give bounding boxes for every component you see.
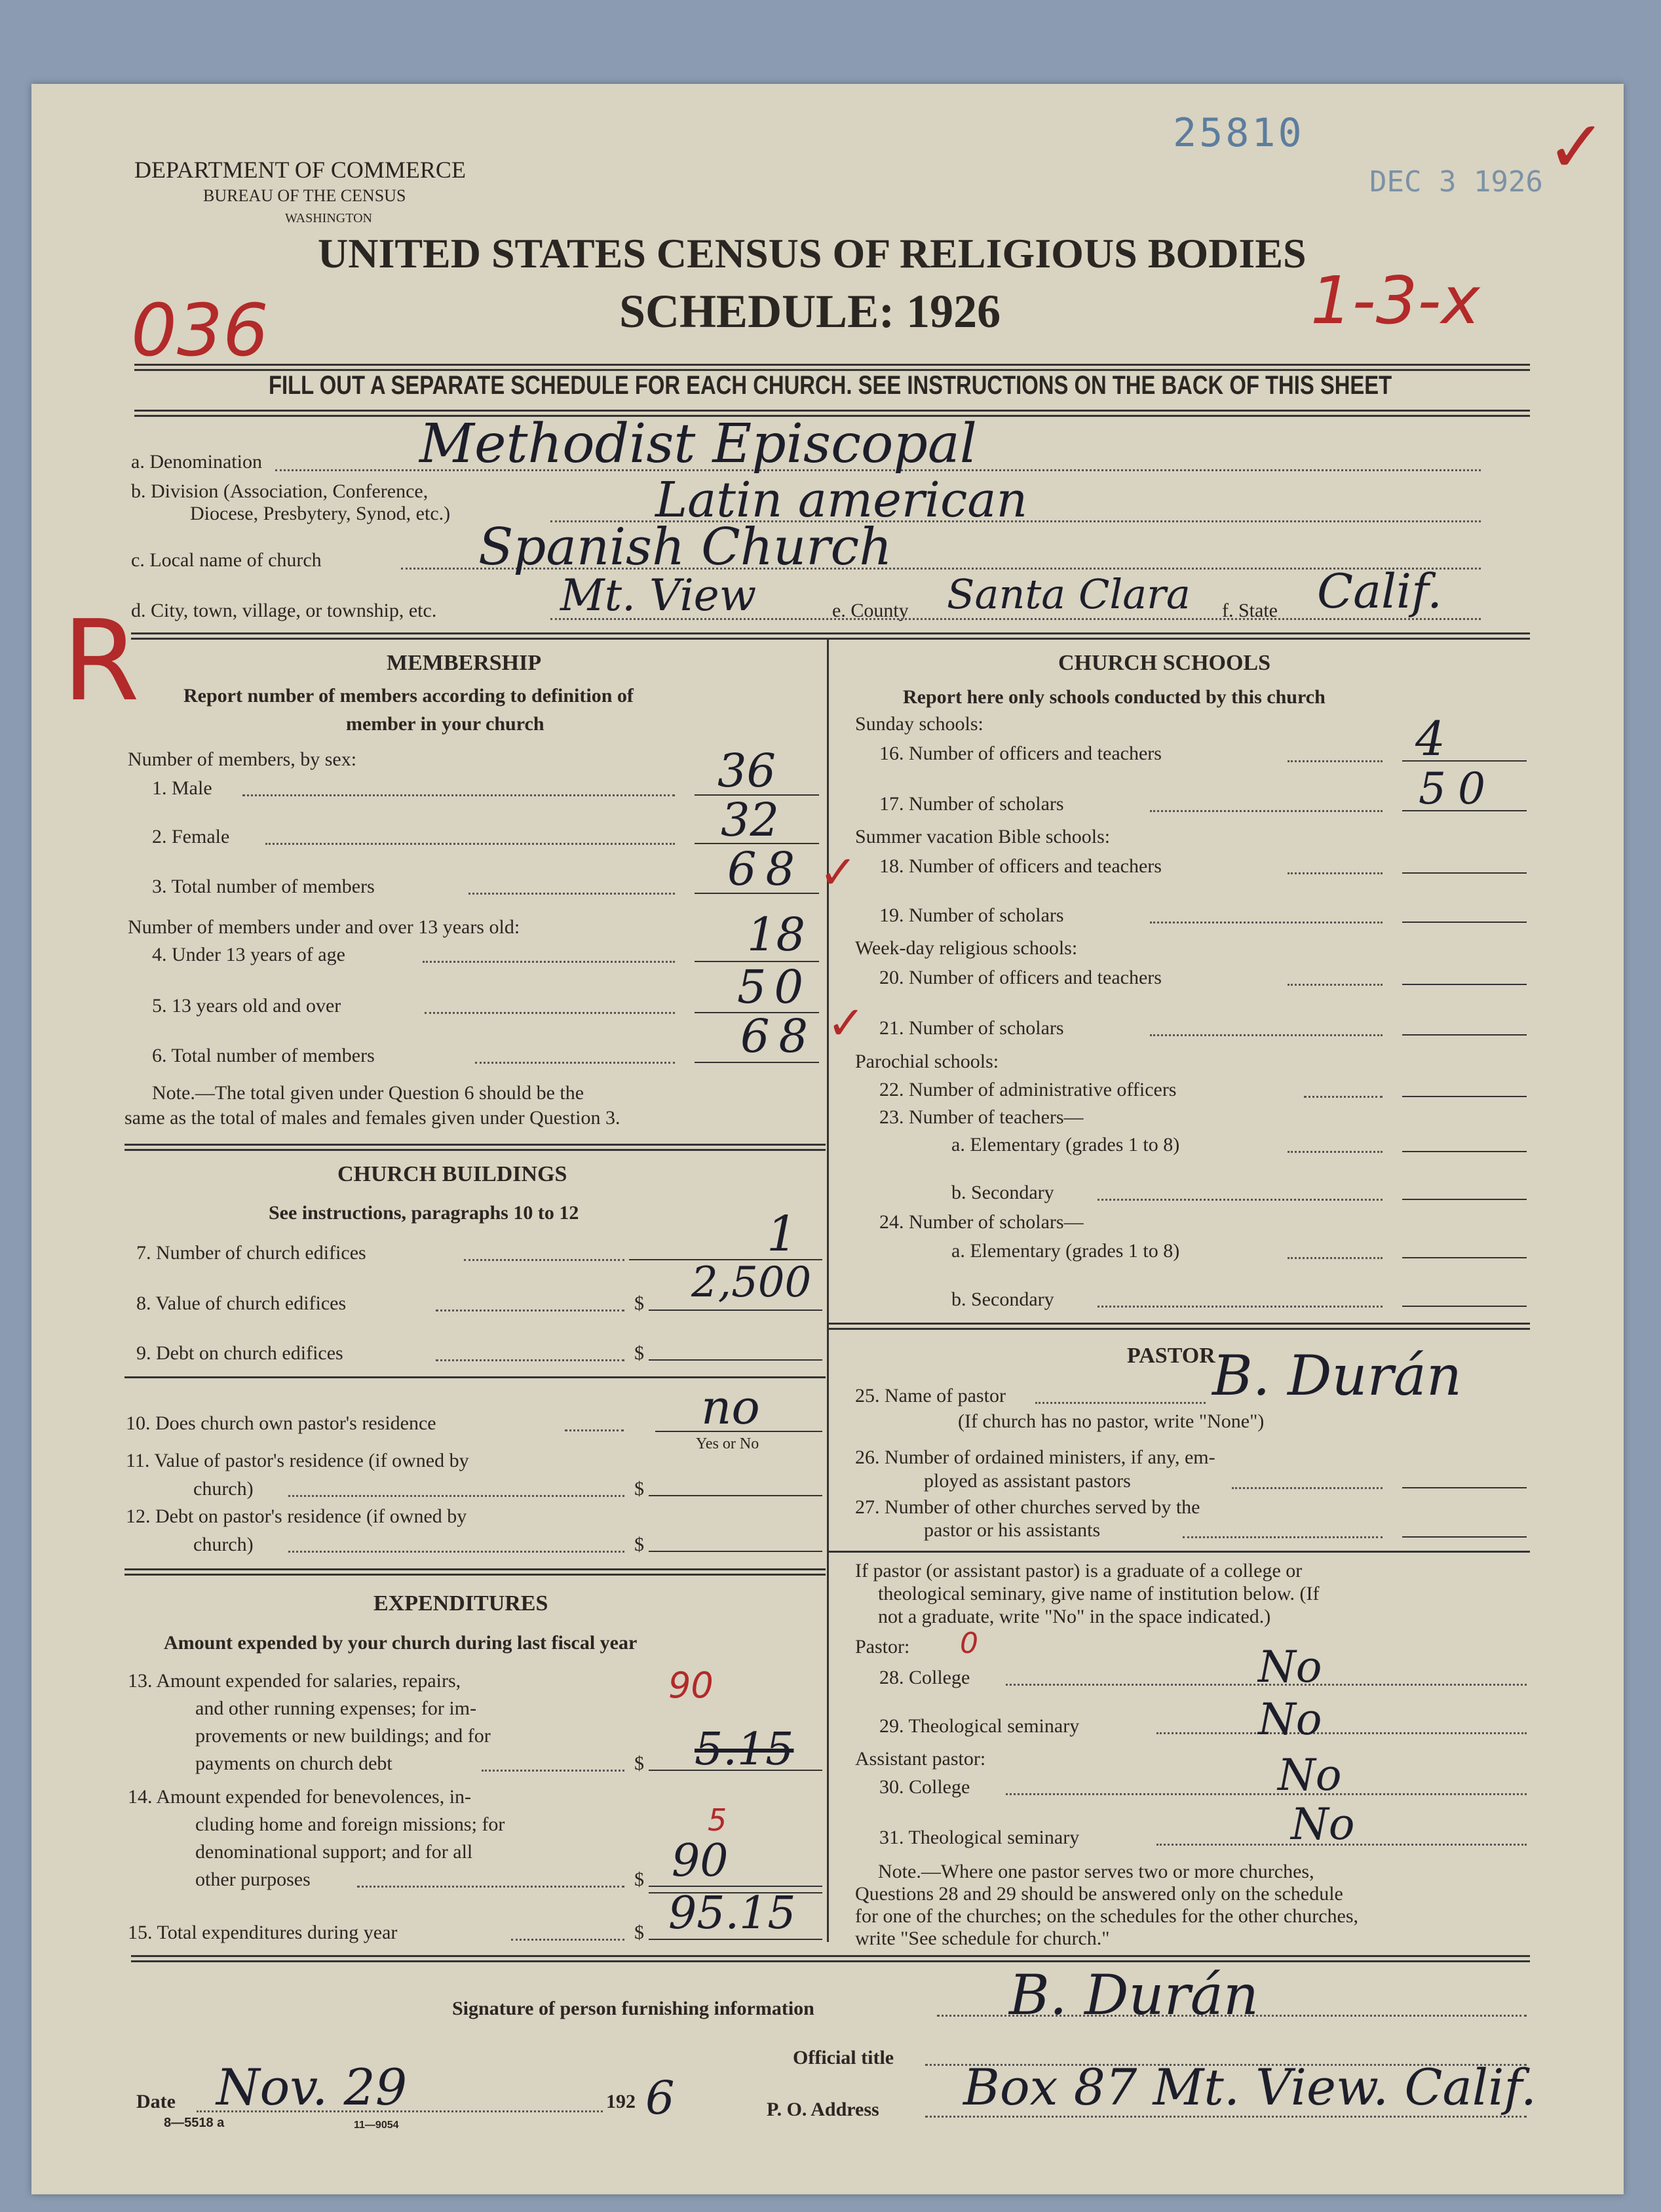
q14-label: 14. Amount expended for benevolences, in- — [128, 1786, 472, 1808]
q14-label-2: cluding home and foreign missions; for — [195, 1814, 505, 1835]
state-value[interactable]: Calif. — [1317, 564, 1443, 619]
schools-subheading: Report here only schools conducted by this church — [903, 686, 1326, 708]
pastor-name-value[interactable]: B. Durán — [1212, 1344, 1462, 1408]
pastor-red-mark: 0 — [960, 1627, 978, 1660]
q19-label: 19. Number of scholars — [879, 904, 1064, 926]
q20-label: 20. Number of officers and teachers — [879, 967, 1162, 988]
q27-label-2: pastor or his assistants — [924, 1519, 1101, 1541]
po-address-label: P. O. Address — [767, 2099, 879, 2120]
q8-label: 8. Value of church edifices — [136, 1292, 347, 1314]
q5-value[interactable]: 50 — [737, 960, 812, 1014]
q11-label-2: church) — [193, 1478, 254, 1500]
q23b-label: b. Secondary — [951, 1182, 1054, 1203]
q4-value[interactable]: 18 — [747, 908, 806, 961]
q9-dollar: $ — [634, 1342, 644, 1364]
instruction-line: FILL OUT A SEPARATE SCHEDULE FOR EACH CHURCH. SEE INSTRUCTIONS ON THE BACK OF THIS SHEET — [269, 371, 1392, 400]
q8-value[interactable]: 2,500 — [691, 1258, 812, 1307]
q28-label: 28. College — [879, 1667, 970, 1688]
q7-value[interactable]: 1 — [767, 1206, 798, 1262]
q15-label: 15. Total expenditures during year — [128, 1922, 398, 1943]
q17-label: 17. Number of scholars — [879, 793, 1064, 815]
q3-check: ✓ — [819, 845, 858, 899]
q15-dollar: $ — [634, 1922, 644, 1943]
q26-label: 26. Number of ordained ministers, if any, em- — [855, 1446, 1215, 1468]
q24-label: 24. Number of scholars— — [879, 1211, 1084, 1233]
county-value[interactable]: Santa Clara — [947, 570, 1191, 618]
q3-label: 3. Total number of members — [152, 876, 375, 897]
red-mark-1-3-x: 1-3-x — [1310, 262, 1480, 339]
parochial-schools-label: Parochial schools: — [855, 1051, 999, 1072]
q13-dollar: $ — [634, 1753, 644, 1774]
membership-heading: MEMBERSHIP — [387, 651, 542, 675]
pastor-note-4: write "See schedule for church." — [855, 1928, 1110, 1949]
division-label: b. Division (Association, Conference, — [131, 480, 429, 502]
bureau-heading: BUREAU OF THE CENSUS — [203, 186, 406, 205]
form-title: UNITED STATES CENSUS OF RELIGIOUS BODIES — [318, 230, 1307, 277]
q18-label: 18. Number of officers and teachers — [879, 855, 1162, 877]
q10-label: 10. Does church own pastor's residence — [126, 1412, 436, 1434]
year-value[interactable]: 6 — [645, 2071, 675, 2125]
q15-value[interactable]: 95.15 — [668, 1888, 796, 1939]
date-received-stamp: DEC 3 1926 — [1369, 165, 1543, 199]
sunday-schools-label: Sunday schools: — [855, 713, 983, 735]
red-code-036: 036 — [131, 288, 269, 372]
q28-value[interactable]: No — [1258, 1642, 1322, 1692]
q17-value[interactable]: 50 — [1419, 764, 1497, 814]
department-heading: DEPARTMENT OF COMMERCE — [134, 157, 466, 183]
members-by-age-label: Number of members under and over 13 years old: — [128, 916, 520, 938]
form-subtitle: SCHEDULE: 1926 — [619, 285, 1001, 338]
q30-value[interactable]: No — [1278, 1750, 1342, 1800]
q25-label: 25. Name of pastor — [855, 1385, 1006, 1407]
q6-value[interactable]: 68 — [740, 1009, 818, 1063]
q11-dollar: $ — [634, 1478, 644, 1500]
local-name-value[interactable]: Spanish Church — [478, 518, 892, 577]
membership-note-2: same as the total of males and females given under Question 3. — [124, 1107, 620, 1129]
q13-value[interactable]: 5.15 — [695, 1724, 794, 1775]
q10-value[interactable]: no — [701, 1380, 760, 1435]
q31-value[interactable]: No — [1291, 1799, 1355, 1850]
q16-value[interactable]: 4 — [1415, 711, 1445, 766]
yes-or-no-hint: Yes or No — [696, 1435, 759, 1452]
q5-label: 5. 13 years old and over — [152, 995, 341, 1017]
pastor-note-3: for one of the churches; on the schedules for the other churches, — [855, 1905, 1359, 1927]
pastor-note: Note.—Where one pastor serves two or more churches, — [878, 1861, 1314, 1882]
document-number-stamp: 25810 — [1173, 110, 1305, 156]
q14-label-3: denominational support; and for all — [195, 1841, 473, 1863]
church-schools-heading: CHURCH SCHOOLS — [1058, 651, 1270, 675]
buildings-subheading: See instructions, paragraphs 10 to 12 — [269, 1202, 579, 1224]
q27-label: 27. Number of other churches served by the — [855, 1496, 1200, 1518]
q26-label-2: ployed as assistant pastors — [924, 1470, 1131, 1492]
division-label-2: Diocese, Presbytery, Synod, etc.) — [190, 503, 451, 524]
pastor-note-2: Questions 28 and 29 should be answered only on the schedule — [855, 1883, 1343, 1905]
q13-label: 13. Amount expended for salaries, repairs, — [128, 1670, 461, 1692]
year-prefix: 192 — [606, 2091, 636, 2112]
red-r-mark: R — [62, 596, 140, 726]
official-title-label: Official title — [793, 2047, 894, 2068]
washington-heading: WASHINGTON — [285, 211, 372, 225]
state-label: f. State — [1222, 600, 1278, 621]
q6-check: ✓ — [827, 996, 866, 1050]
print-number: 11—9054 — [354, 2120, 399, 2131]
q14-red-note: 5 — [708, 1802, 727, 1838]
members-by-sex-label: Number of members, by sex: — [128, 748, 357, 770]
q29-value[interactable]: No — [1258, 1694, 1322, 1745]
po-address-value[interactable]: Box 87 Mt. View. Calif. — [963, 2058, 1537, 2116]
q1-label: 1. Male — [152, 777, 212, 799]
graduate-instructions-2: theological seminary, give name of institution below. (If — [878, 1583, 1320, 1604]
q22-label: 22. Number of administrative officers — [879, 1079, 1177, 1100]
graduate-instructions-3: not a graduate, write "No" in the space indicated.) — [878, 1606, 1271, 1627]
q30-label: 30. College — [879, 1776, 970, 1798]
q14-value[interactable]: 90 — [672, 1835, 729, 1887]
date-value[interactable]: Nov. 29 — [216, 2058, 408, 2116]
q23a-label: a. Elementary (grades 1 to 8) — [951, 1134, 1180, 1155]
q24b-label: b. Secondary — [951, 1289, 1054, 1310]
pastor-heading: PASTOR — [1127, 1344, 1215, 1368]
graduate-instructions: If pastor (or assistant pastor) is a graduate of a college or — [855, 1560, 1303, 1581]
q25-note: (If church has no pastor, write "None") — [958, 1410, 1265, 1432]
q9-label: 9. Debt on church edifices — [136, 1342, 343, 1364]
q1-value[interactable]: 36 — [717, 744, 776, 798]
q14-dollar: $ — [634, 1869, 644, 1890]
q11-label: 11. Value of pastor's residence (if owned by — [126, 1450, 469, 1471]
membership-intro: Report number of members according to definition of — [183, 685, 634, 707]
q16-label: 16. Number of officers and teachers — [879, 743, 1162, 764]
church-buildings-heading: CHURCH BUILDINGS — [337, 1162, 567, 1186]
signature-value[interactable]: B. Durán — [1009, 1963, 1259, 2027]
local-name-label: c. Local name of church — [131, 549, 322, 571]
summer-schools-label: Summer vacation Bible schools: — [855, 826, 1111, 847]
q13-label-2: and other running expenses; for im- — [195, 1698, 477, 1719]
q12-label: 12. Debt on pastor's residence (if owned by — [126, 1505, 467, 1527]
form-number: 8—5518 a — [164, 2116, 225, 2130]
q31-label: 31. Theological seminary — [879, 1827, 1080, 1848]
q21-label: 21. Number of scholars — [879, 1017, 1064, 1039]
q13-label-4: payments on church debt — [195, 1753, 392, 1774]
q23-label: 23. Number of teachers— — [879, 1106, 1084, 1128]
expenditures-heading: EXPENDITURES — [373, 1591, 548, 1616]
expenditures-subheading: Amount expended by your church during last fiscal year — [164, 1632, 638, 1654]
q13-red-note: 90 — [668, 1665, 714, 1706]
county-label: e. County — [832, 600, 909, 621]
denomination-label: a. Denomination — [131, 451, 262, 473]
q2-label: 2. Female — [152, 826, 230, 847]
q3-value[interactable]: 68 — [727, 842, 805, 896]
q24a-label: a. Elementary (grades 1 to 8) — [951, 1240, 1180, 1262]
city-value[interactable]: Mt. View — [560, 570, 757, 621]
q2-value[interactable]: 32 — [721, 793, 780, 847]
signature-label: Signature of person furnishing information — [452, 1998, 814, 2019]
q14-label-4: other purposes — [195, 1869, 311, 1890]
q29-label: 29. Theological seminary — [879, 1715, 1080, 1737]
q6-label: 6. Total number of members — [152, 1045, 375, 1066]
denomination-value[interactable]: Methodist Episcopal — [419, 413, 977, 475]
q7-label: 7. Number of church edifices — [136, 1242, 366, 1264]
assistant-pastor-label: Assistant pastor: — [855, 1748, 986, 1770]
weekday-schools-label: Week-day religious schools: — [855, 937, 1078, 959]
pastor-label: Pastor: — [855, 1636, 910, 1658]
q13-label-3: provements or new buildings; and for — [195, 1725, 491, 1747]
q4-label: 4. Under 13 years of age — [152, 944, 345, 965]
q12-dollar: $ — [634, 1534, 644, 1555]
division-value[interactable]: Latin american — [655, 472, 1028, 528]
q8-dollar: $ — [634, 1292, 644, 1314]
date-label: Date — [136, 2091, 176, 2112]
membership-note: Note.—The total given under Question 6 should be the — [152, 1082, 584, 1104]
q12-label-2: church) — [193, 1534, 254, 1555]
membership-intro-2: member in your church — [346, 713, 544, 735]
city-label: d. City, town, village, or township, etc. — [131, 600, 437, 621]
check-mark: ✓ — [1546, 105, 1607, 189]
